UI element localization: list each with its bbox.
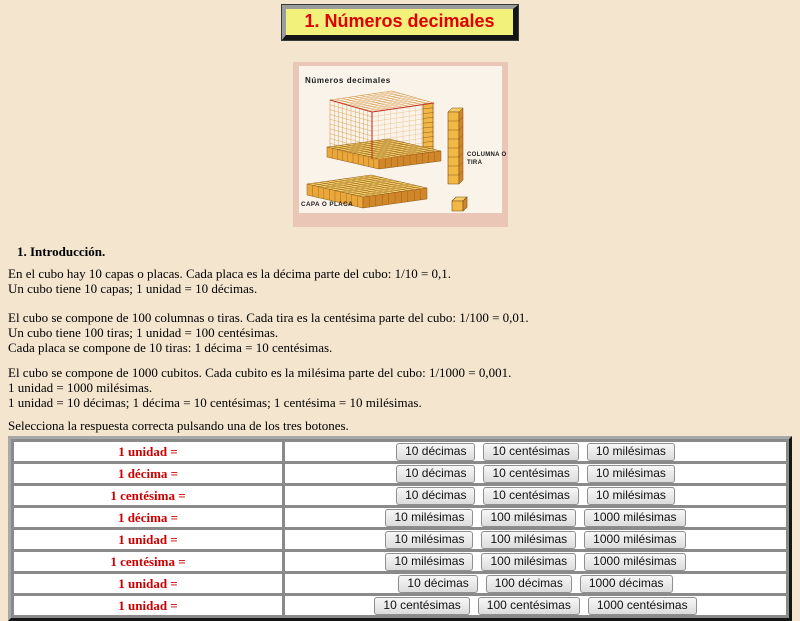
paragraph-1 [8, 266, 800, 296]
answer-button[interactable]: 10 centésimas [374, 597, 469, 615]
answer-button[interactable]: 100 milésimas [481, 509, 576, 527]
question-label: 1 décima = [14, 508, 282, 527]
paragraph-3 [8, 365, 800, 410]
question-label: 1 centésima = [14, 552, 282, 571]
question-row [14, 464, 786, 483]
answer-button[interactable]: 10 milésimas [385, 509, 473, 527]
intro-heading: 1. Introducción. [17, 244, 106, 259]
text-line: 1 unidad = 10 décimas; 1 décima = 10 centésimas; 1 centésima = 10 milésimas. [8, 395, 422, 410]
question-label: 1 unidad = [14, 530, 282, 549]
question-row [14, 530, 786, 549]
answer-button[interactable]: 10 milésimas [587, 487, 675, 505]
column-label-line2: TIRA [466, 160, 482, 166]
answer-button[interactable]: 1000 décimas [580, 575, 673, 593]
title-banner [282, 5, 517, 40]
answer-options [285, 530, 786, 549]
instruction-text: Selecciona la respuesta correcta pulsando una de los tres botones. [8, 418, 349, 433]
answer-button[interactable]: 1000 milésimas [584, 531, 685, 549]
answer-button[interactable]: 10 décimas [396, 465, 475, 483]
text-line: Cada placa se compone de 10 tiras: 1 décima = 10 centésimas. [8, 340, 333, 355]
answer-options [285, 552, 786, 571]
figure-caption: Números decimales [304, 76, 391, 85]
question-row [14, 486, 786, 505]
answer-button[interactable]: 10 décimas [396, 443, 475, 461]
answer-button[interactable]: 1000 centésimas [588, 597, 697, 615]
text-line: El cubo se compone de 1000 cubitos. Cada cubito es la milésima parte del cubo: 1/1000 = 0,001. [8, 365, 512, 380]
page-title: 1. Números decimales [304, 11, 495, 31]
flat-label: CAPA O PLACA [300, 201, 353, 208]
question-row [14, 596, 786, 615]
paragraph-2 [8, 310, 800, 355]
answer-options [285, 508, 786, 527]
answer-button[interactable]: 10 milésimas [587, 465, 675, 483]
text-line: 1 unidad = 1000 milésimas. [8, 380, 153, 395]
answer-options [285, 442, 786, 461]
answer-button[interactable]: 10 décimas [398, 575, 477, 593]
question-row [14, 574, 786, 593]
answer-options [285, 574, 786, 593]
question-label: 1 unidad = [14, 596, 282, 615]
text-line: Un cubo tiene 100 tiras; 1 unidad = 100 centésimas. [8, 325, 279, 340]
text-line: Un cubo tiene 10 capas; 1 unidad = 10 décimas. [8, 281, 258, 296]
figure-area [0, 62, 800, 227]
question-row [14, 508, 786, 527]
answer-button[interactable]: 10 milésimas [587, 443, 675, 461]
answer-button[interactable]: 10 milésimas [385, 531, 473, 549]
title-banner-area [0, 0, 800, 40]
question-label: 1 centésima = [14, 486, 282, 505]
question-label: 1 unidad = [14, 442, 282, 461]
quiz-table [8, 436, 792, 621]
answer-options [285, 464, 786, 483]
answer-button[interactable]: 1000 milésimas [584, 553, 685, 571]
question-label: 1 décima = [14, 464, 282, 483]
answer-button[interactable]: 1000 milésimas [584, 509, 685, 527]
column-label-line1: COLUMNA O [466, 152, 506, 158]
answer-button[interactable]: 100 centésimas [478, 597, 580, 615]
answer-options [285, 596, 786, 615]
answer-button[interactable]: 10 milésimas [385, 553, 473, 571]
answer-button[interactable]: 10 décimas [396, 487, 475, 505]
question-row [14, 552, 786, 571]
question-row [14, 442, 786, 461]
text-line: En el cubo hay 10 capas o placas. Cada placa es la décima parte del cubo: 1/10 = 0,1. [8, 266, 452, 281]
base-ten-blocks-figure [293, 62, 508, 227]
answer-options [285, 486, 786, 505]
answer-button[interactable]: 10 centésimas [483, 487, 578, 505]
answer-button[interactable]: 10 centésimas [483, 465, 578, 483]
question-label: 1 unidad = [14, 574, 282, 593]
answer-button[interactable]: 10 centésimas [483, 443, 578, 461]
text-line: El cubo se compone de 100 columnas o tiras. Cada tira es la centésima parte del cubo: 1/100 = 0,01. [8, 310, 529, 325]
answer-button[interactable]: 100 milésimas [481, 531, 576, 549]
intro-section [0, 244, 800, 433]
answer-button[interactable]: 100 milésimas [481, 553, 576, 571]
answer-button[interactable]: 100 décimas [486, 575, 572, 593]
